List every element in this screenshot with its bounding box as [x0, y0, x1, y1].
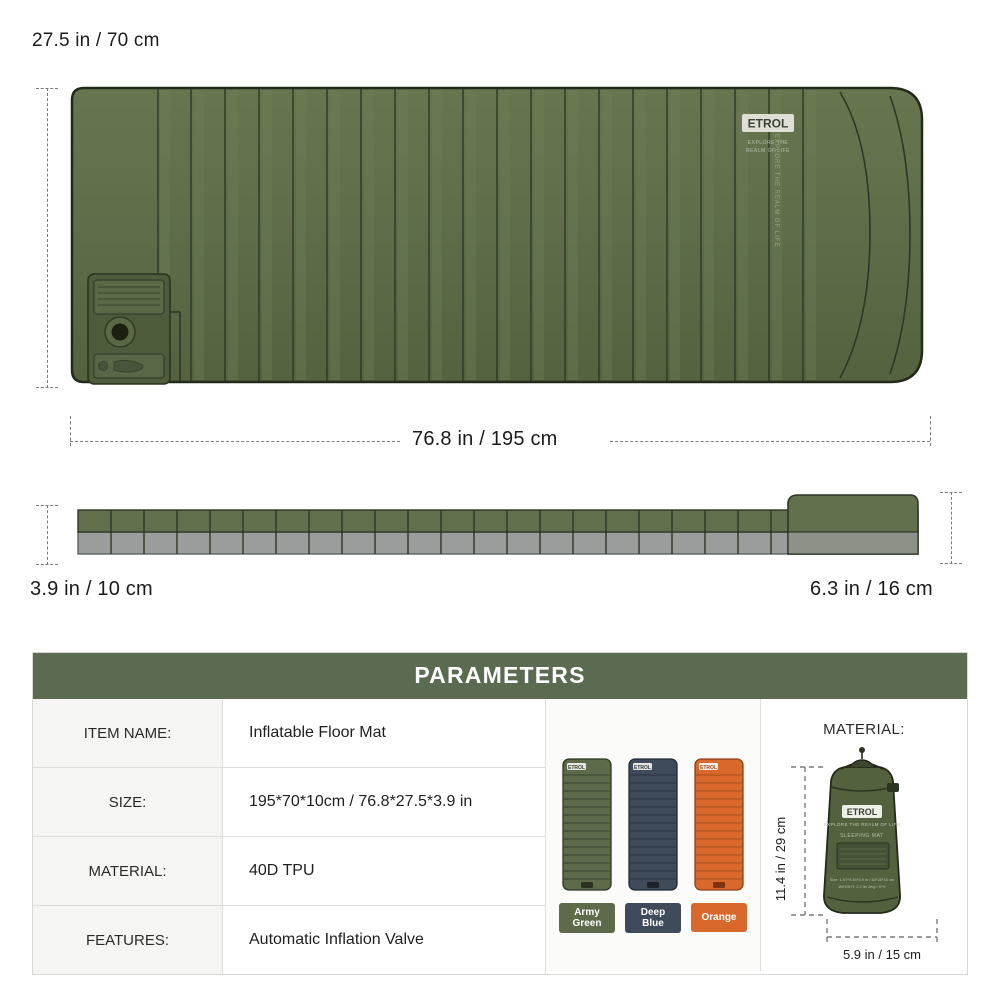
- svg-text:EXPLORE THE REALM OF LIFE: EXPLORE THE REALM OF LIFE: [773, 134, 779, 248]
- material-title: MATERIAL:: [823, 721, 905, 738]
- svg-text:ETROL: ETROL: [634, 764, 651, 771]
- table-row: [33, 767, 545, 836]
- row-label: FEATURES:: [33, 906, 223, 974]
- svg-text:WEIGHT: 2.2 lb/ 2Kg / X*X: WEIGHT: 2.2 lb/ 2Kg / X*X: [838, 884, 886, 889]
- parameters-rows: [33, 699, 546, 974]
- svg-text:ETROL: ETROL: [846, 807, 878, 817]
- sideview-pillow-bracket: [940, 492, 962, 564]
- svg-text:ETROL: ETROL: [568, 764, 585, 771]
- table-row: [33, 699, 545, 767]
- row-label: MATERIAL:: [33, 837, 223, 905]
- material-cell: [761, 699, 967, 971]
- color-tag-line1: Army: [574, 907, 600, 918]
- swatch-image: [625, 757, 681, 892]
- row-value: Inflatable Floor Mat: [223, 699, 545, 767]
- row-label: ITEM NAME:: [33, 699, 223, 767]
- row-value: Automatic Inflation Valve: [223, 906, 545, 974]
- table-row: [33, 905, 545, 974]
- topview-width-bracket: [36, 88, 58, 388]
- row-value: 40D TPU: [223, 837, 545, 905]
- sideview-thickness-label: 3.9 in / 10 cm: [30, 578, 153, 600]
- svg-text:REALM OF LIFE: REALM OF LIFE: [745, 148, 791, 154]
- color-option-deep-blue[interactable]: [625, 757, 681, 933]
- color-tag-line2: Blue: [642, 918, 664, 929]
- color-tag-line1: Orange: [701, 912, 737, 923]
- svg-text:EXPLORE THE: EXPLORE THE: [747, 140, 789, 146]
- color-tag: [559, 903, 615, 933]
- color-tag: [691, 903, 747, 932]
- swatch-image: [691, 757, 747, 892]
- bag-illustration: [761, 699, 967, 971]
- svg-text:Size: 1.97*9.84*5.9 in / 50*25: Size: 1.97*9.84*5.9 in / 50*25*15 cm: [829, 877, 895, 882]
- table-row: [33, 836, 545, 905]
- svg-text:SLEEPING MAT: SLEEPING MAT: [840, 833, 884, 839]
- color-tag-line1: Deep: [640, 907, 666, 918]
- parameters-title: PARAMETERS: [33, 653, 967, 699]
- svg-text:5.9 in / 15 cm: 5.9 in / 15 cm: [842, 947, 922, 962]
- color-tag-line2: Green: [572, 918, 602, 929]
- color-options-cell: [546, 699, 761, 971]
- row-value: 195*70*10cm / 76.8*27.5*3.9 in: [223, 768, 545, 836]
- color-option-army-green[interactable]: [559, 757, 615, 933]
- svg-text:11.4 in / 29 cm: 11.4 in / 29 cm: [773, 816, 788, 902]
- swatch-image: [559, 757, 615, 892]
- row-label: SIZE:: [33, 768, 223, 836]
- mat-side-view: [70, 490, 935, 570]
- svg-text:ETROL: ETROL: [700, 764, 717, 771]
- svg-text:EXPLORE THE REALM OF LIFE: EXPLORE THE REALM OF LIFE: [823, 822, 901, 827]
- sideview-thickness-bracket: [36, 505, 58, 565]
- sideview-pillow-label: 6.3 in / 16 cm: [810, 578, 933, 600]
- color-swatch-row: [546, 757, 760, 933]
- color-tag: [625, 903, 681, 933]
- topview-width-label: 27.5 in / 70 cm: [32, 30, 160, 51]
- parameters-table: [32, 652, 968, 975]
- topview-length-label: 76.8 in / 195 cm: [412, 428, 558, 450]
- svg-text:ETROL: ETROL: [747, 116, 789, 131]
- color-option-orange[interactable]: [691, 757, 747, 933]
- mat-top-view: [70, 82, 930, 387]
